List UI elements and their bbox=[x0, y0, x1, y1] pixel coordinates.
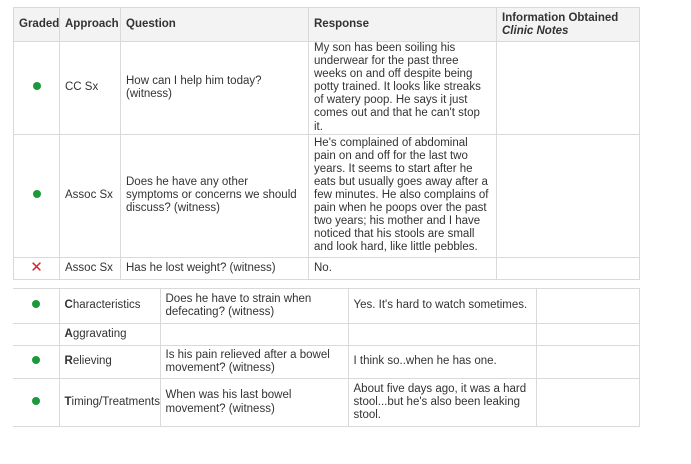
info-cell[interactable] bbox=[497, 257, 640, 279]
header-question: Question bbox=[121, 8, 309, 42]
response-cell: He's complained of abdominal pain on and off for the last two years. It seems to start after he eats but usually goes away after a few minutes. He also complains of pain when he poops over the past two years; his mother and I have noticed that his stools are small and look hard, like little pebbles. bbox=[309, 134, 497, 257]
approach-cell bbox=[59, 379, 160, 427]
history-table bbox=[13, 7, 640, 280]
table-row bbox=[14, 257, 640, 279]
graded-cell bbox=[14, 134, 60, 257]
approach-cell bbox=[59, 324, 160, 346]
table-row bbox=[14, 134, 640, 257]
question-cell: Is his pain relieved after a bowel movement? (witness) bbox=[160, 346, 348, 379]
response-cell: About five days ago, it was a hard stool...but he's also been leaking stool. bbox=[348, 379, 536, 427]
question-cell: Does he have to strain when defecating? (witness) bbox=[160, 289, 348, 324]
header-information bbox=[497, 8, 640, 42]
question-cell: How can I help him today? (witness) bbox=[121, 42, 309, 135]
approach-initial: C bbox=[64, 299, 73, 312]
header-approach: Approach bbox=[60, 8, 121, 42]
response-cell: My son has been soiling his underwear for the past three weeks on and off despite being potty trained. It looks like streaks of watery poop. He says it just comes out and that he can't stop it. bbox=[309, 42, 497, 135]
response-cell bbox=[348, 324, 536, 346]
info-cell[interactable] bbox=[536, 289, 639, 324]
response-cell: I think so..when he has one. bbox=[348, 346, 536, 379]
graded-cell bbox=[13, 379, 59, 427]
graded-cell bbox=[14, 42, 60, 135]
approach-initial: R bbox=[64, 355, 73, 368]
graded-cell bbox=[13, 289, 59, 324]
approach-rest: iming/Treatments bbox=[71, 395, 160, 408]
green-dot-icon bbox=[32, 300, 40, 308]
header-graded: Graded bbox=[14, 8, 60, 42]
response-cell: Yes. It's hard to watch sometimes. bbox=[348, 289, 536, 324]
table-header-row bbox=[14, 8, 640, 42]
green-dot-icon bbox=[33, 190, 41, 198]
question-cell: When was his last bowel movement? (witness) bbox=[160, 379, 348, 427]
green-dot-icon bbox=[33, 82, 41, 90]
approach-initial: A bbox=[64, 327, 73, 340]
approach-rest: haracteristics bbox=[72, 299, 141, 312]
info-cell[interactable] bbox=[497, 42, 640, 135]
info-cell[interactable] bbox=[497, 134, 640, 257]
approach-cell: Assoc Sx bbox=[60, 134, 121, 257]
green-dot-icon bbox=[32, 356, 40, 364]
approach-rest: ggravating bbox=[72, 327, 127, 340]
approach-initial: T bbox=[64, 395, 72, 408]
approach-cell bbox=[59, 289, 160, 324]
approach-cell: CC Sx bbox=[60, 42, 121, 135]
header-response: Response bbox=[309, 8, 497, 42]
graded-cell bbox=[13, 346, 59, 379]
table-row bbox=[13, 324, 639, 346]
question-cell: Has he lost weight? (witness) bbox=[121, 257, 309, 279]
header-info-subtitle: Clinic Notes bbox=[502, 25, 569, 38]
info-cell[interactable] bbox=[536, 346, 639, 379]
info-cell[interactable] bbox=[536, 324, 639, 346]
info-cell[interactable] bbox=[536, 379, 639, 427]
approach-rest: elieving bbox=[72, 355, 112, 368]
green-dot-icon bbox=[32, 397, 40, 405]
approach-cell: Assoc Sx bbox=[60, 257, 121, 279]
graded-cell bbox=[13, 324, 59, 346]
graded-cell bbox=[14, 257, 60, 279]
table-row bbox=[13, 379, 639, 427]
red-x-icon: ✕ bbox=[30, 259, 43, 277]
response-cell: No. bbox=[309, 257, 497, 279]
question-cell bbox=[160, 324, 348, 346]
table-row bbox=[13, 346, 639, 379]
approach-cell bbox=[59, 346, 160, 379]
question-cell: Does he have any other symptoms or concerns we should discuss? (witness) bbox=[121, 134, 309, 257]
opqrst-table bbox=[13, 288, 640, 427]
table-row bbox=[14, 42, 640, 135]
table-row bbox=[13, 289, 639, 324]
header-info-title: Information Obtained bbox=[502, 12, 619, 24]
